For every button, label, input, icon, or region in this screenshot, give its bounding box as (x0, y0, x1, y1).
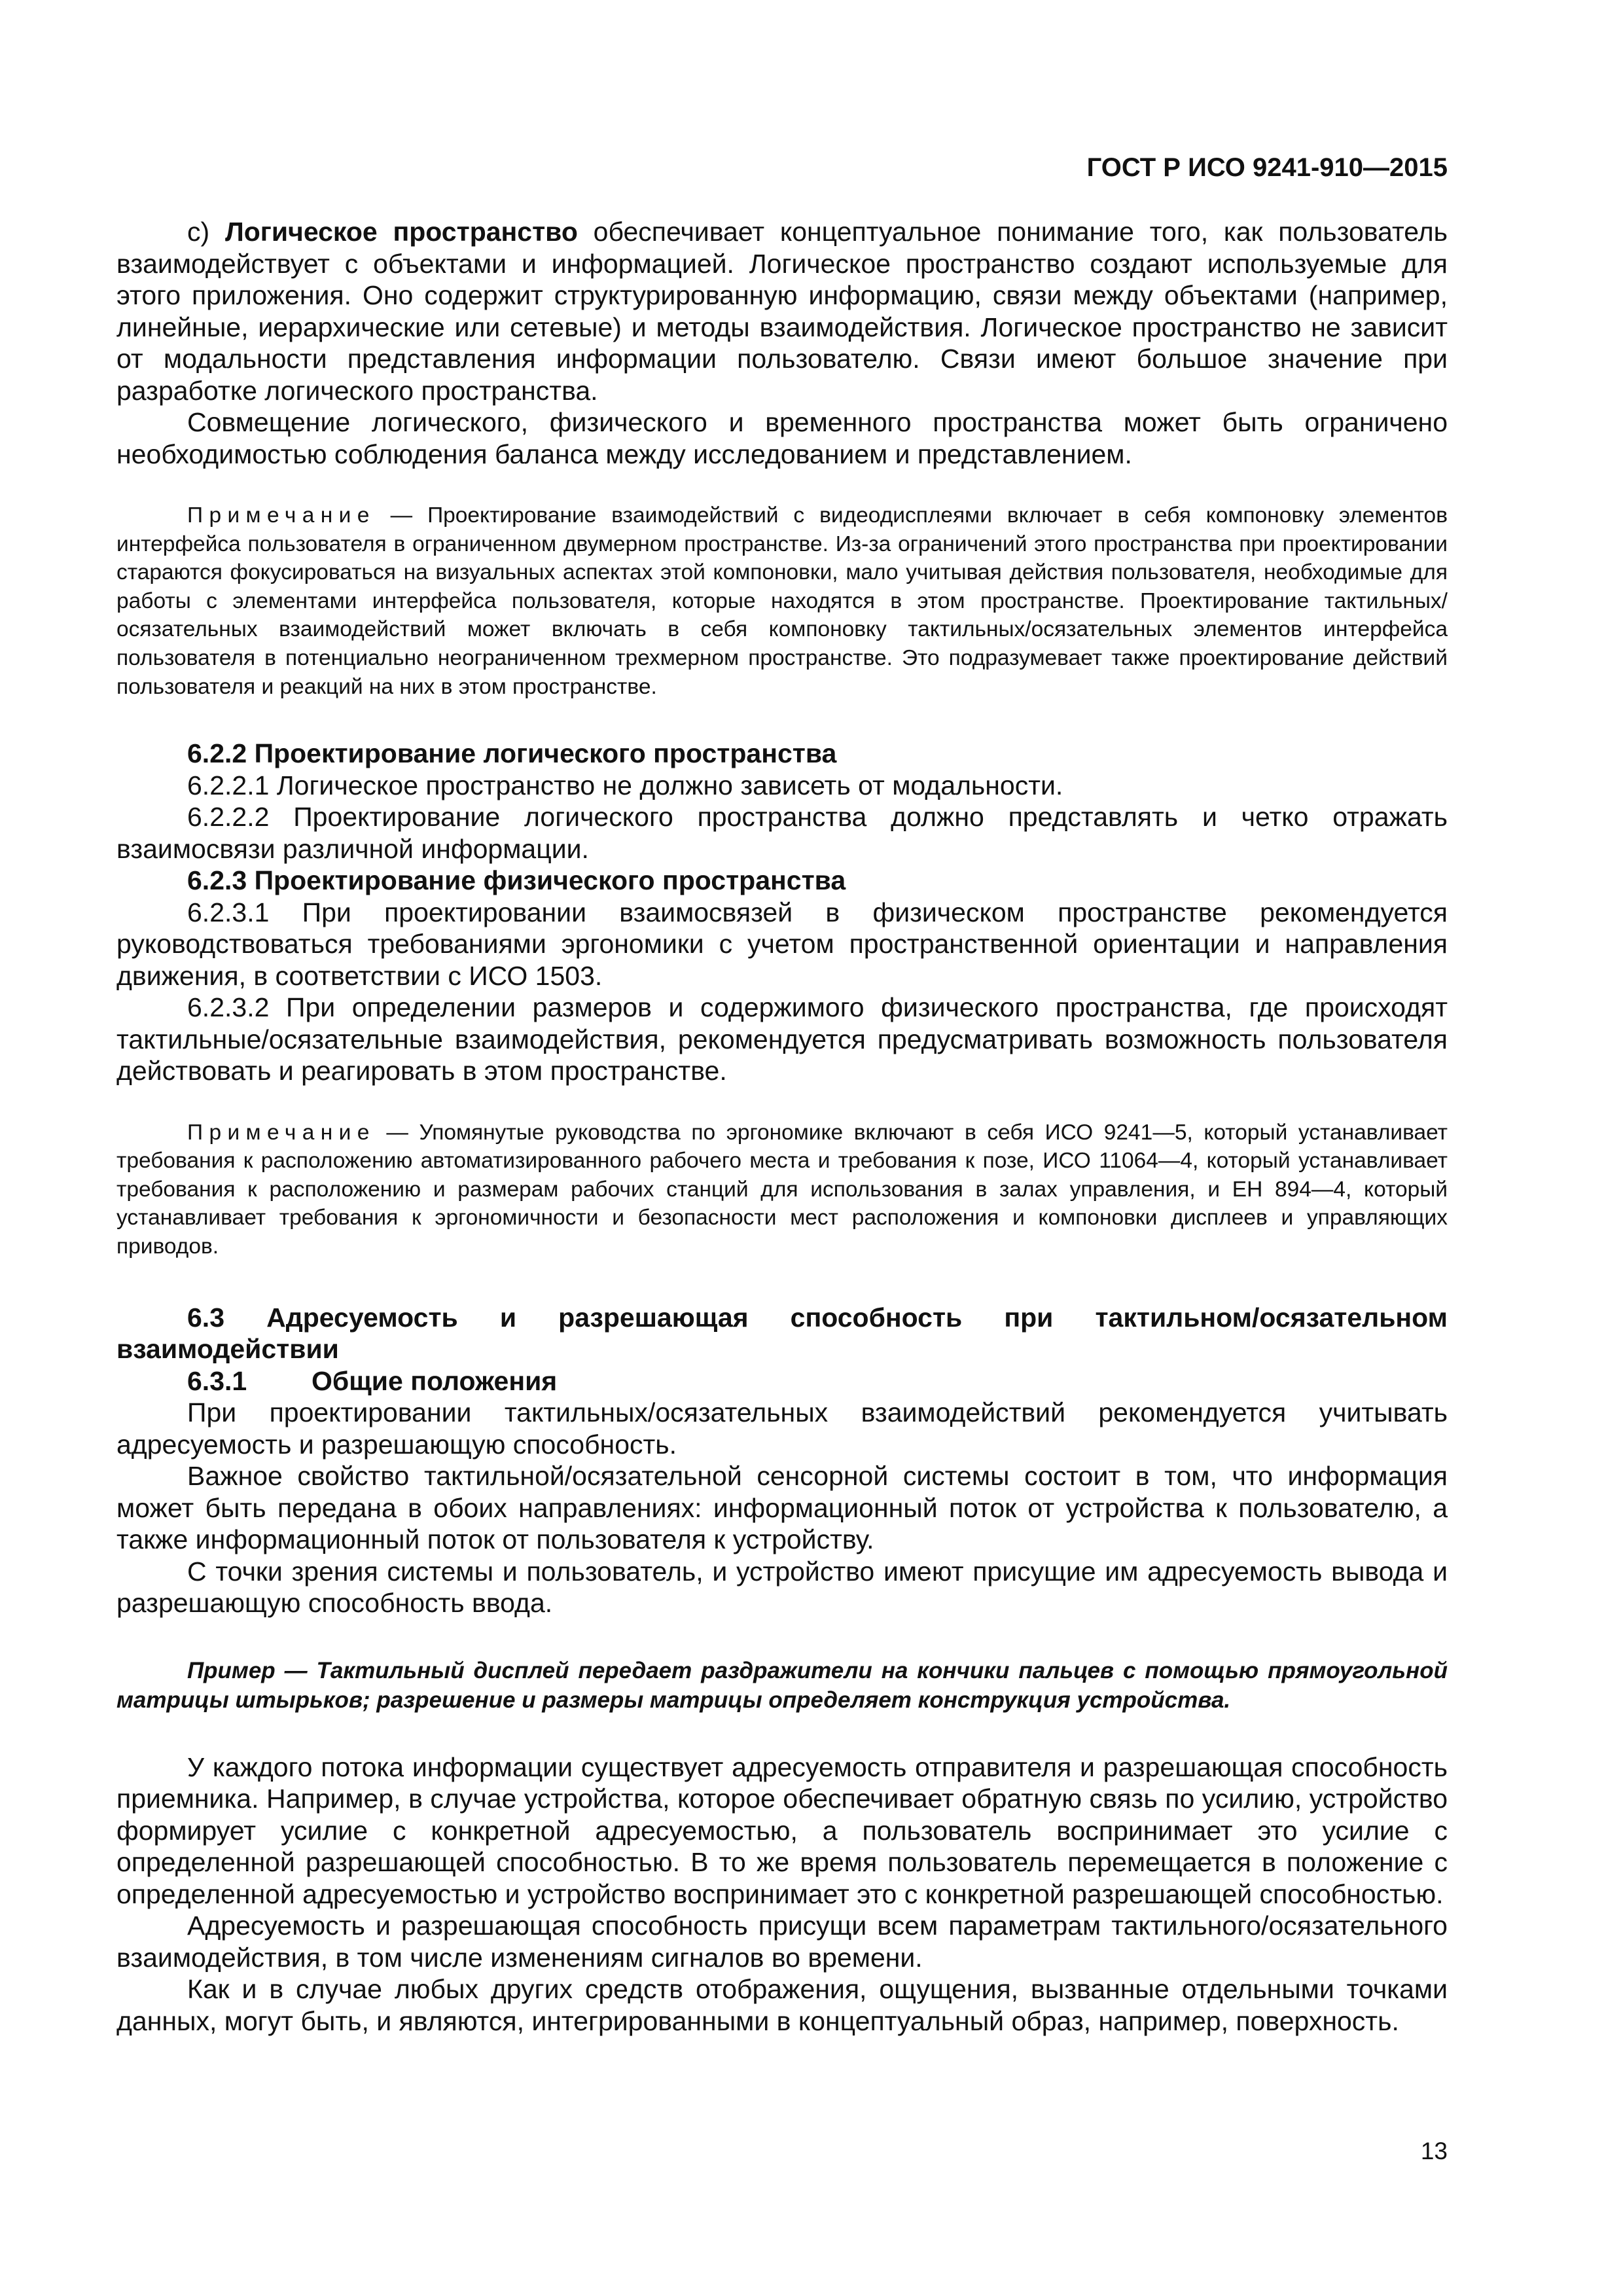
term-logical-space: Логическое пространство (224, 217, 578, 247)
document-body (116, 216, 1448, 2037)
paragraph-inherent-parameters: Адресуемость и разрешающая способность присущи всем параметрам тактильного/осязательного взаимодействия, в том числе изменениям сигналов во времени. (116, 1910, 1448, 1973)
section-heading-6-3: 6.3 Адресуемость и разрешающая способность при тактильном/осязательном (187, 1302, 1448, 1333)
document-page (116, 0, 1448, 2296)
clause-6-2-3-2: 6.2.3.2 При определении размеров и содержимого физического пространства, где происходят тактильные/осязательные взаимодействия, рекомендуется предусматривать возможность пользователя действовать и реагировать в этом пространстве. (116, 992, 1448, 1086)
page-number: 13 (1420, 2138, 1448, 2164)
section-heading-6-2-3: 6.2.3 Проектирование физического пространства (187, 865, 846, 896)
paragraph-bidirectional: Важное свойство тактильной/осязательной сенсорной системы состоит в том, что информация может быть передана в обоих направлениях: информационный поток от устройства к пользователю, а также информационный поток от пользователя к устройству. (116, 1461, 1448, 1555)
paragraph-system-view: С точки зрения системы и пользователь, и устройство имеют присущие им адресуемость вывода и разрешающую способность ввода. (116, 1556, 1448, 1619)
section-heading-6-3-1 (116, 1365, 1448, 1397)
clause-6-2-2-2: 6.2.2.2 Проектирование логического пространства должно представлять и четко отражать взаимосвязи различной информации. (116, 802, 1448, 864)
heading-number: 6.3.1 (187, 1365, 247, 1396)
paragraph-combination: Совмещение логического, физического и временного пространства может быть ограничено необходимостью соблюдения баланса между исследованием и представлением. (116, 407, 1448, 469)
paragraph-logical-space (116, 216, 1448, 406)
paragraph-addressability: При проектировании тактильных/осязательных взаимодействий рекомендуется учитывать адресуемость и разрешающую способность. (116, 1397, 1448, 1460)
note-video-displays (116, 501, 1448, 701)
clause-6-2-2-1: 6.2.2.1 Логическое пространство не должно зависеть от модальности. (187, 770, 1063, 800)
note-label: Примечание (187, 503, 376, 528)
section-heading-6-3-continued: взаимодействии (116, 1334, 339, 1365)
paragraph-information-flow: У каждого потока информации существует адресуемость отправителя и разрешающая способность приемника. Например, в случае устройства, которое обеспечивает обратную связь по усилию, устройство формирует усилие с конкретной адресуемостью, а пользователь воспринимает это усилие с определенной разрешающей способностью. В то же время пользователь перемещается в положение с определенной адресуемостью и устройство воспринимает это с конкретной разрешающей способностью. (116, 1751, 1448, 1909)
section-heading-6-2-2: 6.2.2 Проектирование логического пространства (187, 738, 837, 769)
note-text: — Упомянутые руководства по эргономике включают в себя ИСО 9241—5, который устанавливает требования к расположению автоматизированного рабочего места и требования к позе, ИСО 11064—4, который устанавливает требования к расположению и размерам рабочих станций для использования в залах управления, и ЕН 894—4, который устанавливает требования к эргономичности и безопасности мест расположения и компоновки дисплеев и управляющих приводов. (116, 1120, 1448, 1259)
note-ergonomics (116, 1119, 1448, 1261)
clause-6-2-3-1: 6.2.3.1 При проектировании взаимосвязей в физическом пространстве рекомендуется руководствоваться требованиями эргономики с учетом пространственной ориентации и направления движения, в соответствии с ИСО 1503. (116, 897, 1448, 991)
standard-header: ГОСТ Р ИСО 9241-910—2015 (1086, 153, 1448, 182)
heading-title: Общие положения (312, 1365, 558, 1396)
example-tactile-display: Пример — Тактильный дисплей передает раздражители на кончики пальцев с помощью прямоугольной матрицы штырьков; разрешение и размеры матрицы определяет конструкция устройства. (116, 1657, 1448, 1713)
note-text: — Проектирование взаимодействий с видеодисплеями включает в себя компоновку элементов интерфейса пользователя в ограниченном двумерном пространстве. Из-за ограничений этого пространства при проектировании стараются фокусироваться на визуальных аспектах этой компоновки, мало учитывая действия пользователя, необходимые для работы с элементами интерфейса пользователя, которые находятся в этом пространстве. Проектирование тактильных/осязательных взаимодействий может включать в себя компоновку тактильных/осязательных элементов интерфейса пользователя в потенциально неограниченном трехмерном пространстве. Это подразумевает также проектирование действий пользователя и реакций на них в этом пространстве. (116, 503, 1448, 699)
note-label: Примечание (187, 1120, 376, 1145)
list-marker: c) (187, 217, 225, 247)
paragraph-sensations: Как и в случае любых других средств отображения, ощущения, вызванные отдельными точками данных, могут быть, и являются, интегрированными в концептуальный образ, например, поверхность. (116, 1974, 1448, 2036)
paragraph-text: обеспечивает концептуальное понимание того, как пользователь взаимодействует с объектами и информацией. Логическое пространство создают используемые для этого приложения. Оно содержит структурированную информацию, связи между объектами (например, линейные, иерархические или сетевые) и методы взаимодействия. Логическое пространство не зависит от модальности представления информации пользователю. Связи имеют большое значение при разработке логического пространства. (116, 217, 1448, 406)
